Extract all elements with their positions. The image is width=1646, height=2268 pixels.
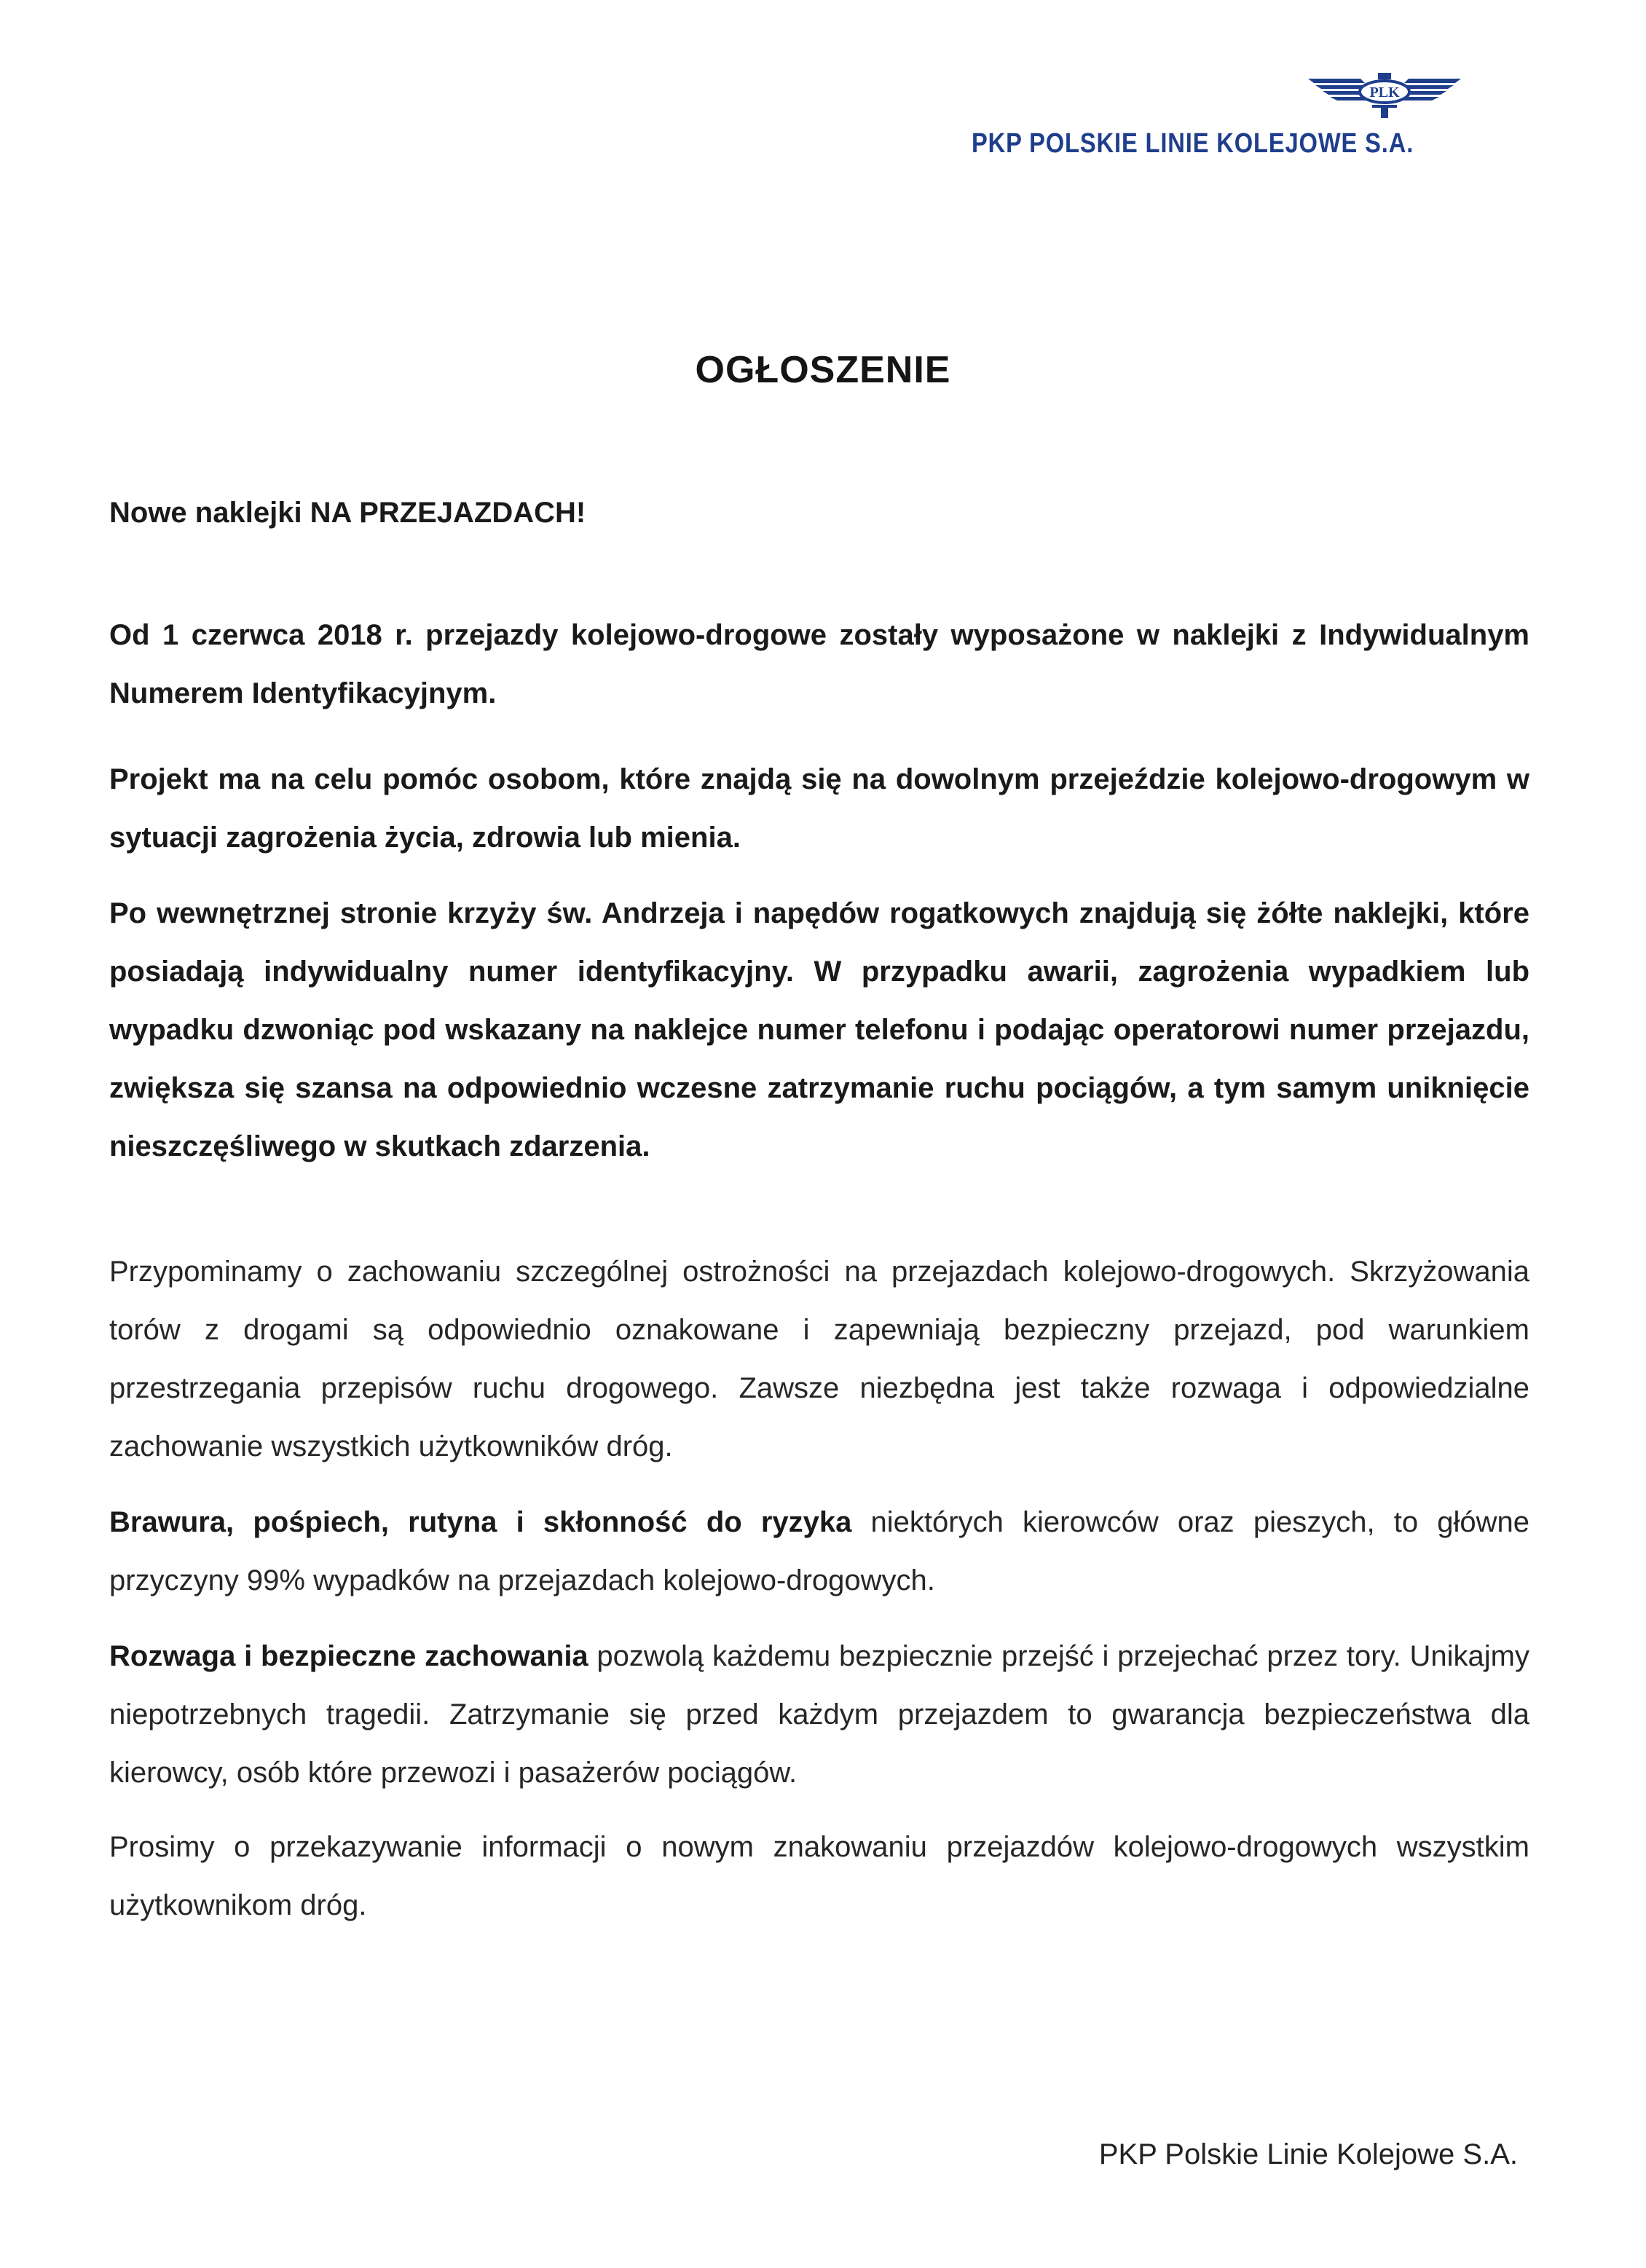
subtitle: Nowe naklejki NA PRZEJAZDACH! xyxy=(109,497,586,529)
company-name: PKP POLSKIE LINIE KOLEJOWE S.A. xyxy=(972,128,1414,159)
paragraph-6-text: pozwolą każdemu bezpiecznie przejść i przejechać przez tory. Unikajmy niepotrzebnych tragedii. Zatrzymanie się przed każdym przejazdem to gwarancja bezpieczeństwa dla kierowcy, osób które przewozi i pasażerów pociągów. xyxy=(109,1640,1529,1789)
paragraph-3: Po wewnętrznej stronie krzyży św. Andrzeja i napędów rogatkowych znajdują się żółte naklejki, które posiadają indywidualny numer identyfikacyjny. W przypadku awarii, zagrożenia wypadkiem lub wypadku dzwoniąc pod wskazany na naklejce numer telefonu i podając operatorowi numer przejazdu, zwiększa się szansa na odpowiednio wczesne zatrzymanie ruchu pociągów, a tym samym uniknięcie nieszczęśliwego w skutkach zdarzenia. xyxy=(109,897,1529,1162)
logo-text: PLK xyxy=(1369,84,1400,101)
paragraph-1: Od 1 czerwca 2018 r. przejazdy kolejowo-drogowe zostały wyposażone w naklejki z Indywidualnym Numerem Identyfikacyjnym. xyxy=(109,619,1529,709)
paragraph-6 xyxy=(109,1627,1529,1802)
page-title: OGŁOSZENIE xyxy=(695,349,951,391)
paragraph-5 xyxy=(109,1493,1529,1610)
plk-logo xyxy=(1308,73,1461,124)
paragraph-4: Przypominamy o zachowaniu szczególnej ostrożności na przejazdach kolejowo-drogowych. Skrzyżowania torów z drogami są odpowiednio oznakowane i zapewniają bezpieczny przejazd, pod warunkiem przestrzegania przepisów ruchu drogowego. Zawsze niezbędna jest także rozwaga i odpowiedzialne zachowanie wszystkich użytkowników dróg. xyxy=(109,1256,1529,1462)
paragraph-6-bold: Rozwaga i bezpieczne zachowania xyxy=(109,1640,588,1672)
signature: PKP Polskie Linie Kolejowe S.A. xyxy=(1098,2138,1518,2170)
paragraph-7: Prosimy o przekazywanie informacji o nowym znakowaniu przejazdów kolejowo-drogowych wszystkim użytkownikom dróg. xyxy=(109,1831,1529,1921)
paragraph-5-bold: Brawura, pośpiech, rutyna i skłonność do ryzyka xyxy=(109,1506,852,1538)
paragraph-5-text: niektórych kierowców oraz pieszych, to główne przyczyny 99% wypadków na przejazdach kolejowo-drogowych. xyxy=(109,1506,1529,1596)
paragraph-2: Projekt ma na celu pomóc osobom, które znajdą się na dowolnym przejeździe kolejowo-drogowym w sytuacji zagrożenia życia, zdrowia lub mienia. xyxy=(109,763,1529,854)
